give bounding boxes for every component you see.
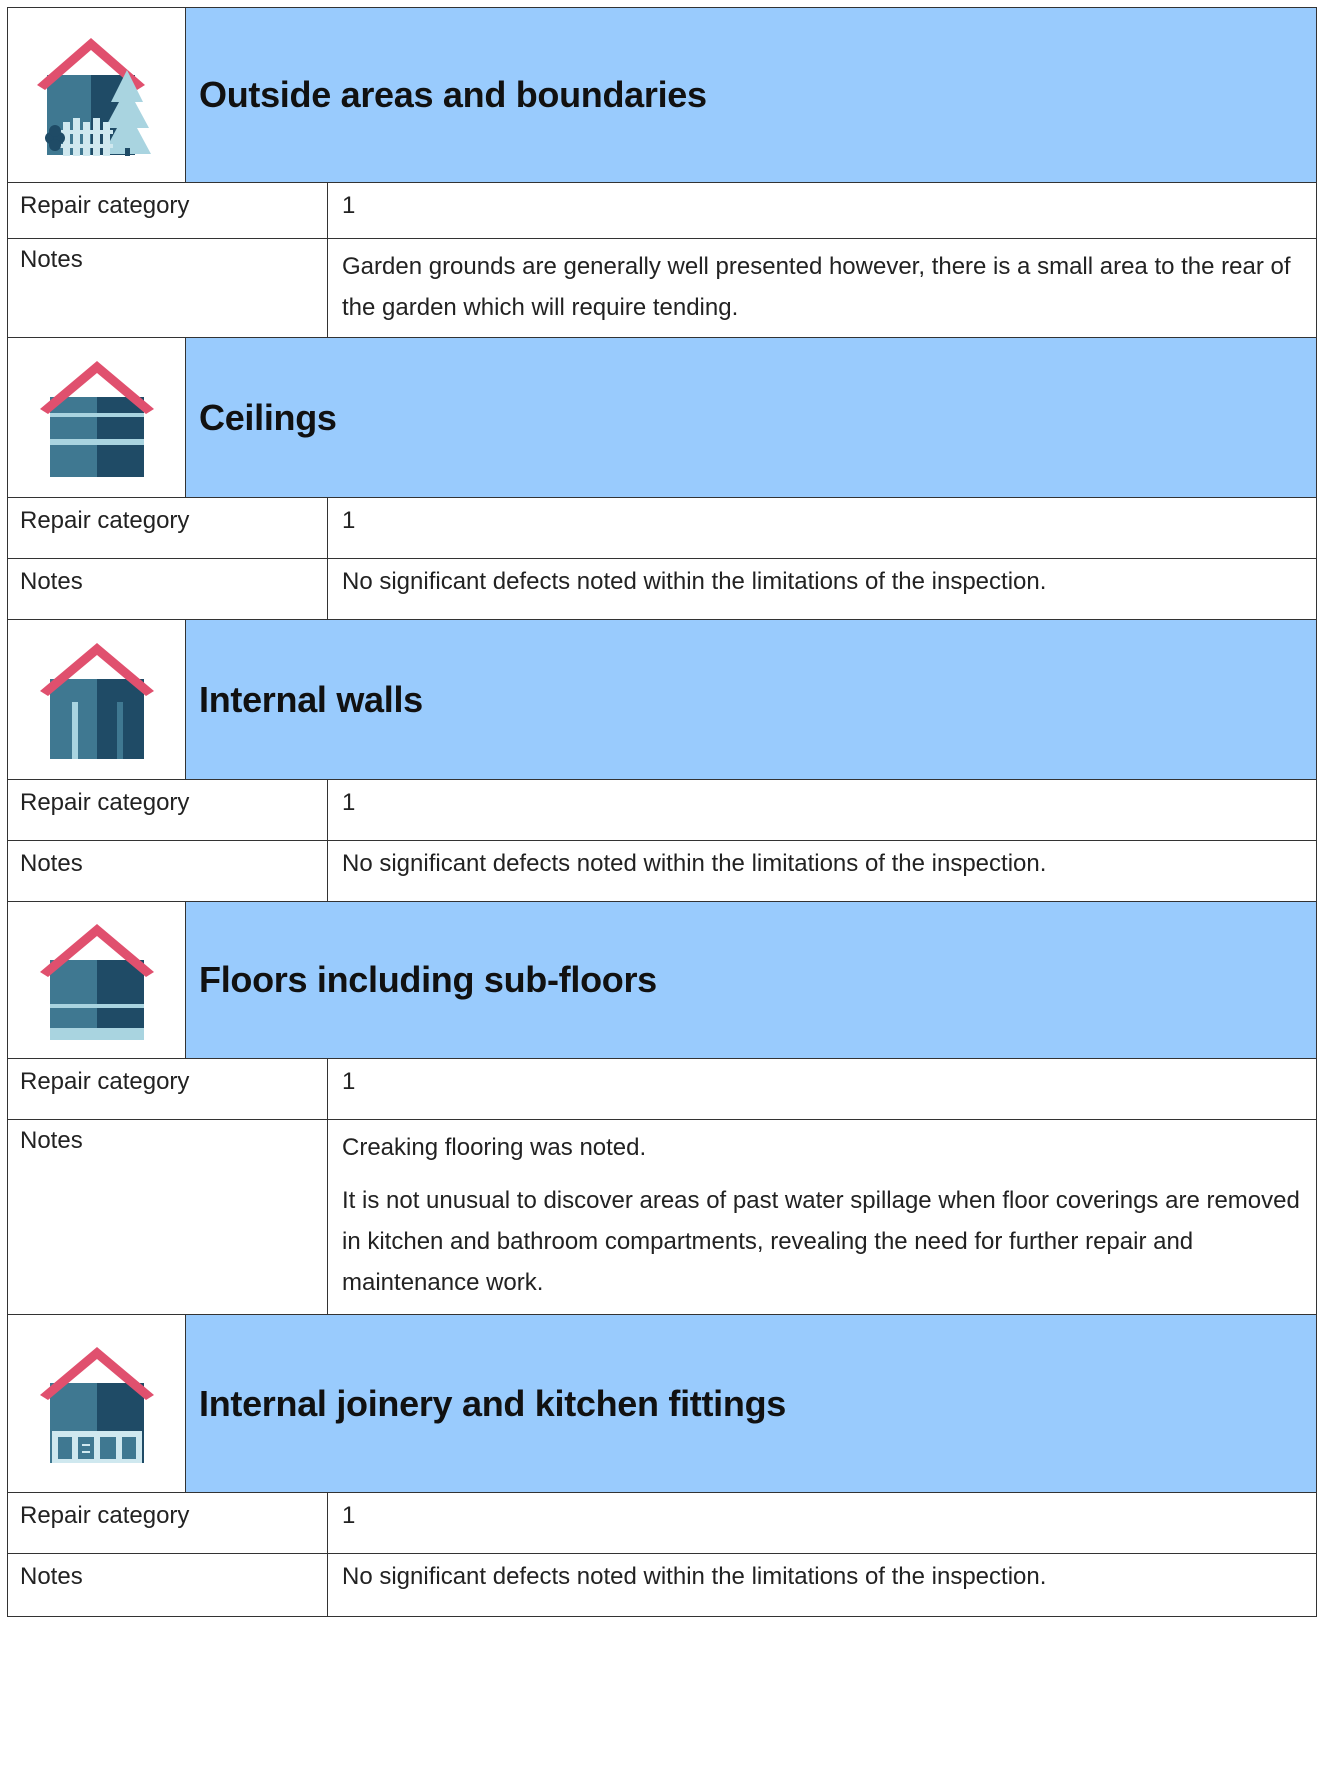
- notes-label: Notes: [8, 559, 328, 619]
- section-icon-cell: [8, 620, 186, 779]
- section-title: Internal walls: [199, 678, 423, 720]
- section-header: [7, 901, 1317, 1058]
- repair-category-row: [7, 1058, 1317, 1119]
- notes-value: [328, 239, 1316, 337]
- repair-category-value: 1: [342, 1068, 356, 1095]
- notes-label: Notes: [8, 1120, 328, 1314]
- section-title: Internal joinery and kitchen fittings: [199, 1382, 786, 1424]
- notes-row: [7, 558, 1317, 619]
- house-fence-tree-icon: [27, 30, 167, 160]
- house-walls-icon: [32, 637, 162, 762]
- house-ceiling-icon: [32, 355, 162, 480]
- notes-paragraph: Creaking flooring was noted.: [342, 1134, 647, 1161]
- section-header: [7, 619, 1317, 779]
- repair-category-label: Repair category: [8, 1059, 328, 1119]
- repair-category-label: Repair category: [8, 780, 328, 840]
- notes-paragraph: Garden grounds are generally well presented however, there is a small area to the rear of the garden which will require tending.: [342, 253, 1291, 321]
- repair-category-value: 1: [342, 192, 356, 219]
- repair-category-value: 1: [342, 789, 356, 816]
- section-icon-cell: [8, 902, 186, 1058]
- repair-category-row: [7, 497, 1317, 558]
- section-header: [7, 1314, 1317, 1492]
- section-title-cell: [186, 338, 1316, 497]
- notes-row: [7, 1553, 1317, 1617]
- repair-category-label: Repair category: [8, 1493, 328, 1553]
- notes-row: [7, 238, 1317, 337]
- section-title-cell: [186, 1315, 1316, 1492]
- section-header: [7, 7, 1317, 182]
- notes-value: [328, 841, 1316, 901]
- notes-value: [328, 1120, 1316, 1314]
- repair-category-row: [7, 182, 1317, 238]
- repair-category-value: 1: [342, 1502, 356, 1529]
- notes-label: Notes: [8, 841, 328, 901]
- notes-paragraph: No significant defects noted within the limitations of the inspection.: [342, 850, 1047, 877]
- house-kitchen-icon: [32, 1341, 162, 1466]
- notes-label: Notes: [8, 239, 328, 337]
- section-title: Floors including sub-floors: [199, 959, 657, 1000]
- notes-value: [328, 559, 1316, 619]
- section-title: Ceilings: [199, 396, 337, 438]
- section-header: [7, 337, 1317, 497]
- section-title-cell: [186, 902, 1316, 1058]
- survey-document: [7, 7, 1317, 1617]
- notes-paragraph: It is not unusual to discover areas of past water spillage when floor coverings are removed in kitchen and bathroom compartments, revealing the need for further repair and maintenance work.: [342, 1187, 1300, 1296]
- repair-category-row: [7, 1492, 1317, 1553]
- repair-category-row: [7, 779, 1317, 840]
- repair-category-value: 1: [342, 507, 356, 534]
- section-icon-cell: [8, 1315, 186, 1492]
- section-title-cell: [186, 8, 1316, 182]
- notes-row: [7, 1119, 1317, 1314]
- section-icon-cell: [8, 8, 186, 182]
- notes-paragraph: No significant defects noted within the limitations of the inspection.: [342, 1563, 1047, 1590]
- notes-paragraph: No significant defects noted within the limitations of the inspection.: [342, 568, 1047, 595]
- notes-label: Notes: [8, 1554, 328, 1616]
- notes-row: [7, 840, 1317, 901]
- repair-category-label: Repair category: [8, 183, 328, 238]
- section-title: Outside areas and boundaries: [199, 74, 707, 115]
- section-icon-cell: [8, 338, 186, 497]
- repair-category-label: Repair category: [8, 498, 328, 558]
- notes-value: [328, 1554, 1316, 1616]
- house-floor-icon: [32, 918, 162, 1043]
- section-title-cell: [186, 620, 1316, 779]
